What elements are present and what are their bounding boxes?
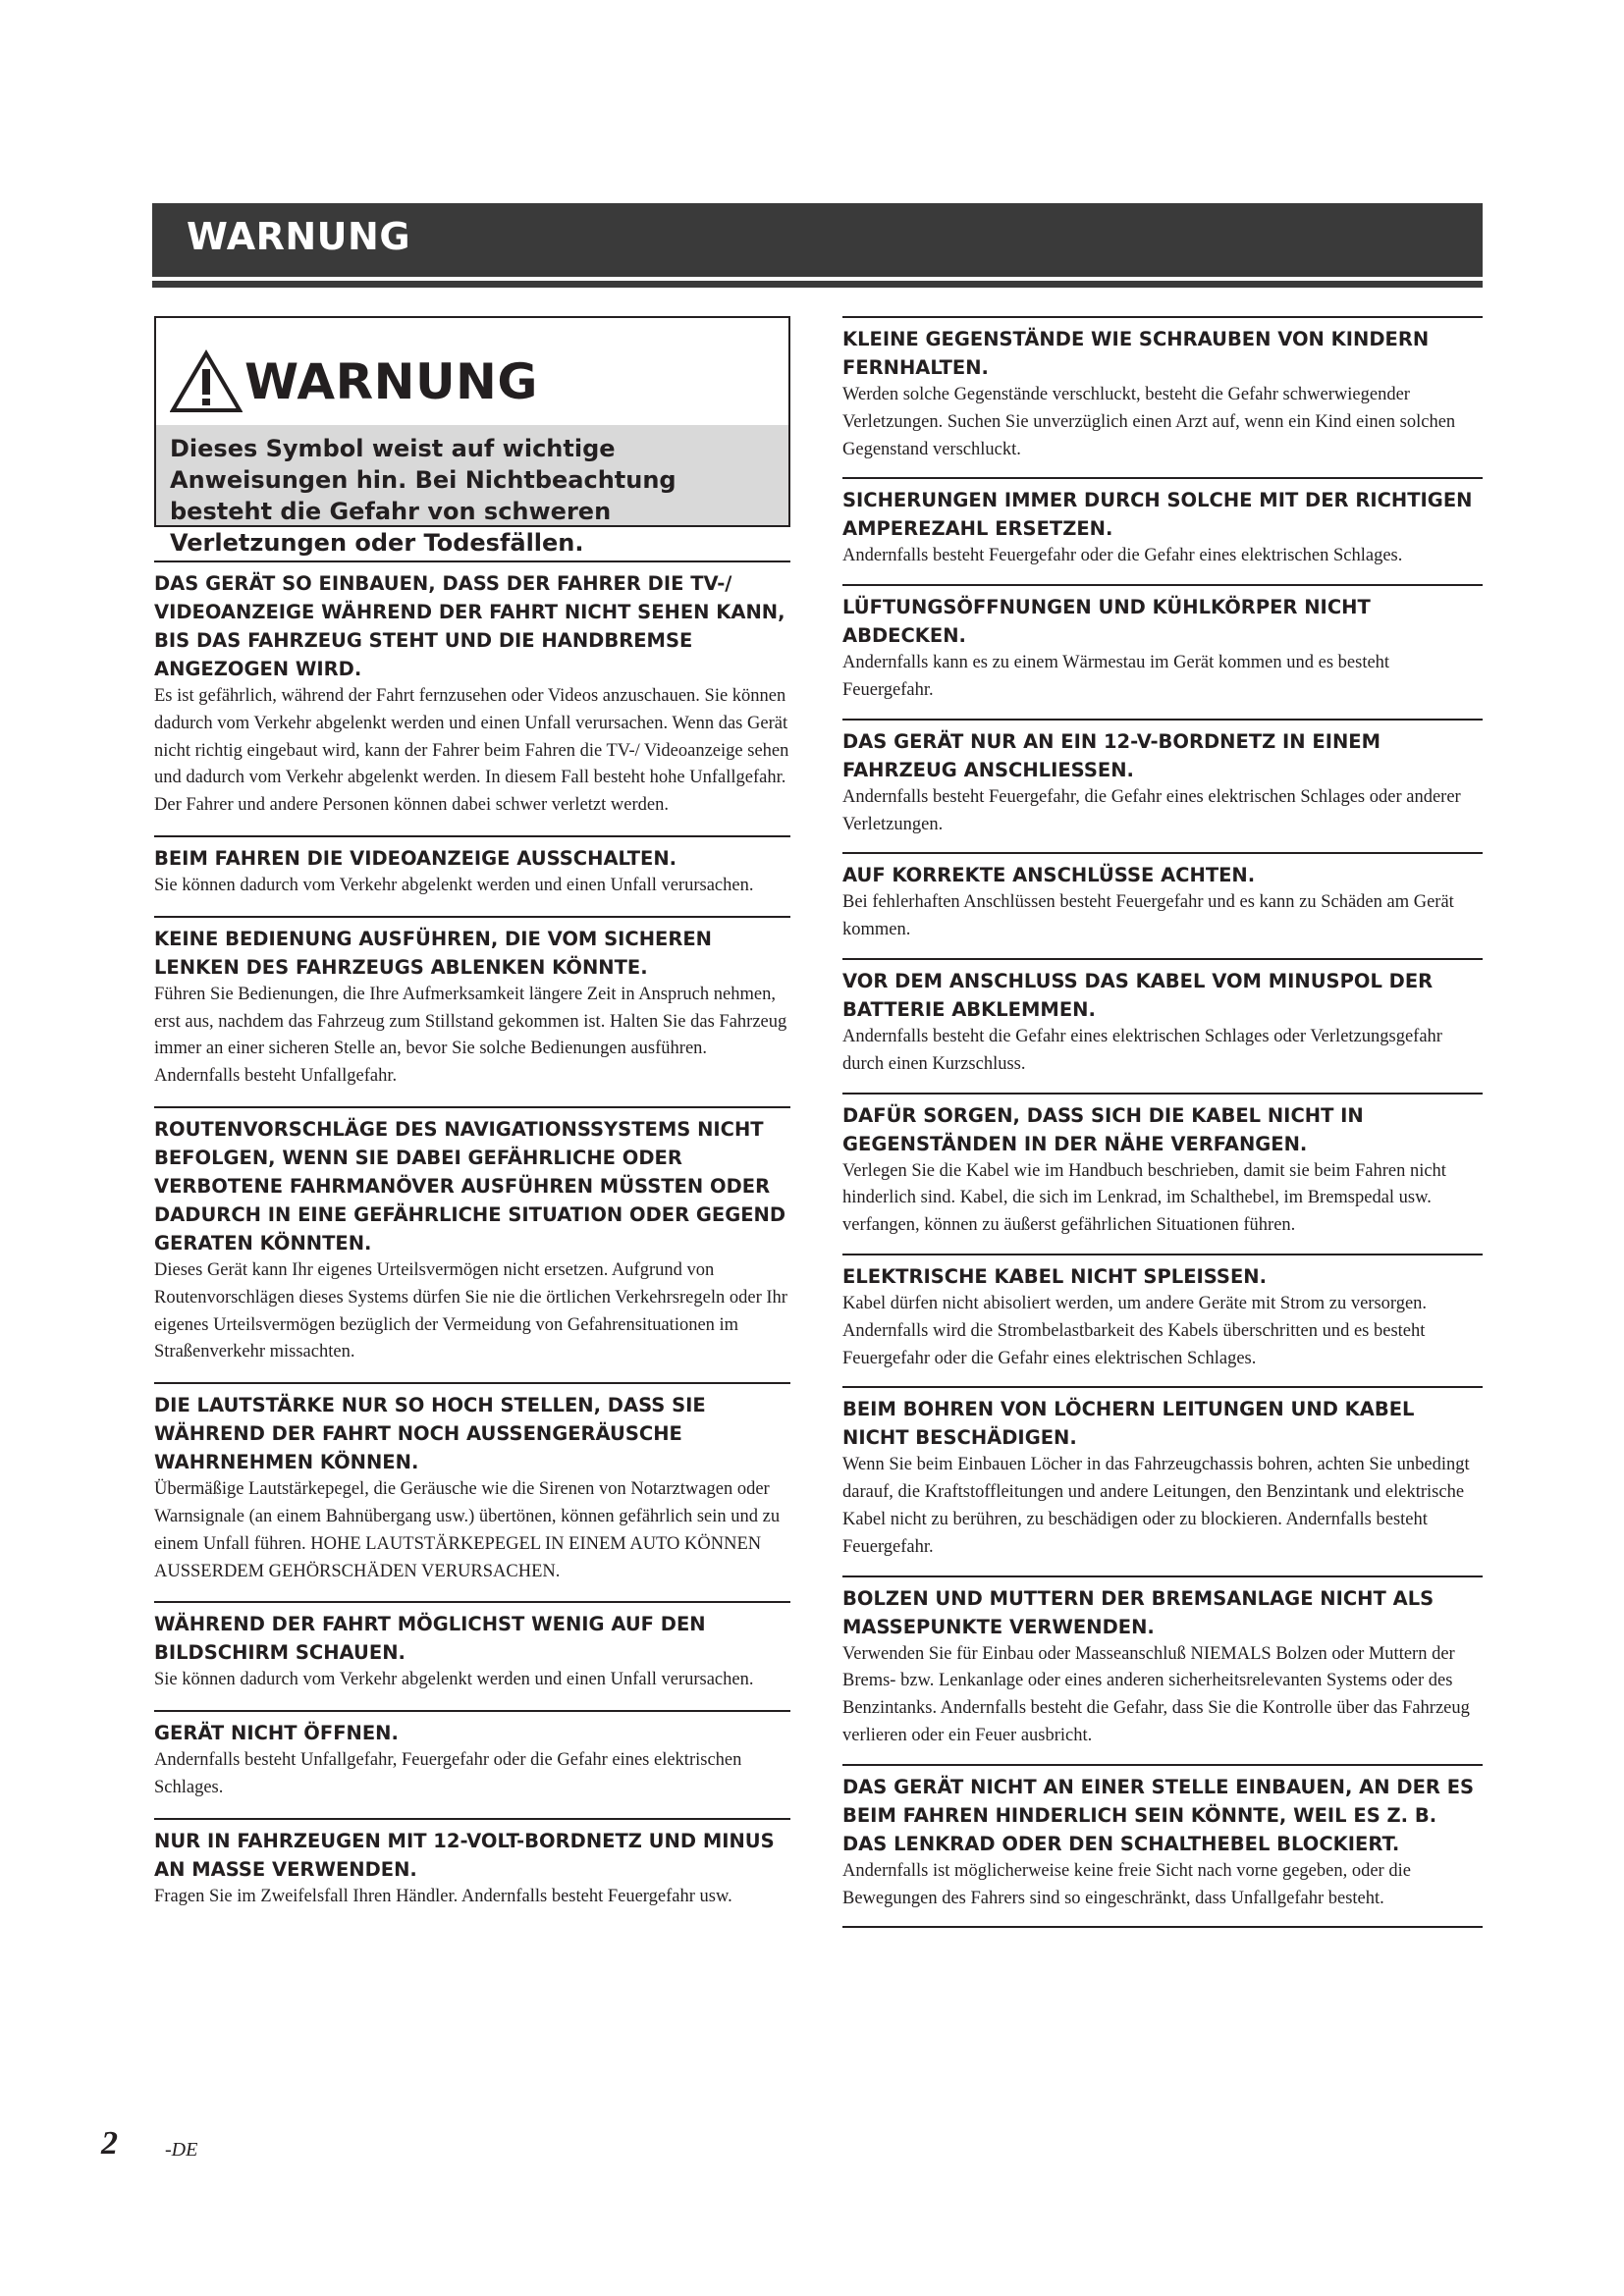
section-heading: NUR IN FAHRZEUGEN MIT 12-VOLT-BORDNETZ UND MINUS AN MASSE VERWENDEN. bbox=[154, 1829, 775, 1881]
column-end-rule bbox=[842, 1926, 1483, 1928]
section-heading: DAS GERÄT SO EINBAUEN, DASS DER FAHRER DIE TV-/ VIDEOANZEIGE WÄHREND DER FAHRT NICHT SEHEN KANN, BIS DAS FAHRZEUG STEHT UND DIE HANDBREMSE ANGEZOGEN WIRD. bbox=[154, 572, 785, 680]
section-body: Führen Sie Bedienungen, die Ihre Aufmerksamkeit längere Zeit in Anspruch nehmen, erst aus, nachdem das Fahrzeug zum Stillstand gekommen ist. Halten Sie das Fahrzeug immer an einer sicheren Stelle an, bevor Sie solche Bedienungen ausführen. Andernfalls besteht Unfallgefahr. bbox=[154, 984, 787, 1087]
section-heading: DAFÜR SORGEN, DASS SICH DIE KABEL NICHT IN GEGENSTÄNDEN IN DER NÄHE VERFANGEN. bbox=[842, 1103, 1364, 1155]
warning-section bbox=[842, 1386, 1483, 1561]
warning-section bbox=[842, 958, 1483, 1079]
section-body: Werden solche Gegenstände verschluckt, besteht die Gefahr schwerwiegender Verletzungen. Suchen Sie unverzüglich einen Arzt auf, wenn ein Kind einen solchen Gegenstand verschluckt. bbox=[842, 385, 1456, 459]
section-body: Andernfalls besteht Feuergefahr oder die Gefahr eines elektrischen Schlages. bbox=[842, 546, 1403, 566]
section-body: Verwenden Sie für Einbau oder Masseanschluß NIEMALS Bolzen oder Muttern der Brems- bzw. Lenkanlage oder eines anderen sicherheitsrelevanten Systems oder des Benzintanks. Andernfalls besteht die Gefahr, dass Sie die Kontrolle über das Fahrzeug verlieren oder ein Feuer ausbricht. bbox=[842, 1643, 1470, 1745]
page-language-suffix: -DE bbox=[165, 2139, 198, 2161]
section-heading: GERÄT NICHT ÖFFNEN. bbox=[154, 1722, 399, 1745]
page-number: 2 bbox=[101, 2125, 118, 2162]
warning-section bbox=[154, 916, 790, 1091]
section-heading: BEIM BOHREN VON LÖCHERN LEITUNGEN UND KABEL NICHT BESCHÄDIGEN. bbox=[842, 1398, 1415, 1450]
section-heading: BOLZEN UND MUTTERN DER BREMSANLAGE NICHT ALS MASSEPUNKTE VERWENDEN. bbox=[842, 1586, 1435, 1638]
warning-section bbox=[842, 719, 1483, 839]
header-bar bbox=[152, 203, 1483, 277]
warning-section bbox=[842, 477, 1483, 570]
section-body: Es ist gefährlich, während der Fahrt fernzusehen oder Videos anzuschauen. Sie können dadurch vom Verkehr abgelenkt werden und einen Unfall verursachen. Wenn das Gerät nicht richtig eingebaut wird, kann der Fahrer beim Fahren die TV-/ Videoanzeige sehen und dadurch vom Verkehr abgelenkt werden. In diesem Fall besteht hohe Unfallgefahr. Der Fahrer und andere Personen können dabei schwer verletzt werden. bbox=[154, 686, 789, 816]
header-rule bbox=[152, 281, 1483, 288]
right-column bbox=[842, 316, 1483, 1928]
section-body: Sie können dadurch vom Verkehr abgelenkt werden und einen Unfall verursachen. bbox=[154, 875, 754, 895]
warning-box-title: WARNUNG bbox=[244, 353, 538, 410]
warning-section bbox=[842, 1575, 1483, 1750]
warning-section bbox=[842, 1764, 1483, 1913]
section-body: Andernfalls ist möglicherweise keine freie Sicht nach vorne gegeben, oder die Bewegungen des Fahrers sind so eingeschränkt, dass Unfallgefahr besteht. bbox=[842, 1860, 1411, 1908]
section-heading: DAS GERÄT NUR AN EIN 12-V-BORDNETZ IN EINEM FAHRZEUG ANSCHLIESSEN. bbox=[842, 729, 1381, 781]
warning-box-head bbox=[170, 347, 538, 416]
section-heading: KLEINE GEGENSTÄNDE WIE SCHRAUBEN VON KINDERN FERNHALTEN. bbox=[842, 328, 1430, 379]
section-heading: DIE LAUTSTÄRKE NUR SO HOCH STELLEN, DASS SIE WÄHREND DER FAHRT NOCH AUSSENGERÄUSCHE WAHRNEHMEN KÖNNEN. bbox=[154, 1394, 706, 1474]
section-heading: AUF KORREKTE ANSCHLÜSSE ACHTEN. bbox=[842, 864, 1256, 887]
section-heading: VOR DEM ANSCHLUSS DAS KABEL VOM MINUSPOL DER BATTERIE ABKLEMMEN. bbox=[842, 969, 1434, 1021]
section-heading: LÜFTUNGSÖFFNUNGEN UND KÜHLKÖRPER NICHT ABDECKEN. bbox=[842, 596, 1371, 648]
left-column bbox=[154, 316, 790, 1927]
page-title: WARNUNG bbox=[187, 215, 411, 258]
warning-section bbox=[154, 1382, 790, 1585]
section-body: Fragen Sie im Zweifelsfall Ihren Händler. Andernfalls besteht Feuergefahr usw. bbox=[154, 1886, 732, 1906]
section-body: Wenn Sie beim Einbauen Löcher in das Fahrzeugchassis bohren, achten Sie unbedingt darauf, die Kraftstoffleitungen und andere Leitungen, den Benzintank und elektrische Kabel nicht zu berühren, zu beschädigen oder zu blockieren. Andernfalls besteht Feuergefahr. bbox=[842, 1455, 1470, 1557]
warning-section bbox=[154, 1601, 790, 1694]
section-body: Andernfalls besteht die Gefahr eines elektrischen Schlages oder Verletzungsgefahr durch einen Kurzschluss. bbox=[842, 1026, 1442, 1074]
section-body: Verlegen Sie die Kabel wie im Handbuch beschrieben, damit sie beim Fahren nicht hinderlich sind. Kabel, die sich im Lenkrad, im Schalthebel, im Bremspedal usw. verfangen, können zu äußerst gefährlichen Situationen führen. bbox=[842, 1160, 1446, 1236]
section-heading: ROUTENVORSCHLÄGE DES NAVIGATIONSSYSTEMS NICHT BEFOLGEN, WENN SIE DABEI GEFÄHRLICHE ODER VERBOTENE FAHRMANÖVER AUSFÜHREN MÜSSTEN ODER DADURCH IN EINE GEFÄHRLICHE SITUATION ODER GEGEND GERATEN KÖNNTEN. bbox=[154, 1117, 786, 1255]
warning-section bbox=[154, 835, 790, 900]
section-body: Andernfalls besteht Unfallgefahr, Feuergefahr oder die Gefahr eines elektrischen Schlages. bbox=[154, 1750, 742, 1797]
warning-section bbox=[842, 584, 1483, 705]
section-heading: DAS GERÄT NICHT AN EINER STELLE EINBAUEN, AN DER ES BEIM FAHREN HINDERLICH SEIN KÖNNTE, WEIL ES Z. B. DAS LENKRAD ODER DEN SCHALTHEBEL BLOCKIERT. bbox=[842, 1775, 1475, 1855]
section-body: Sie können dadurch vom Verkehr abgelenkt werden und einen Unfall verursachen. bbox=[154, 1670, 754, 1690]
section-body: Dieses Gerät kann Ihr eigenes Urteilsvermögen nicht ersetzen. Aufgrund von Routenvorschlägen dieses Systems dürfen Sie nie die örtlichen Verkehrsregeln oder Ihr eigenes Urteilsvermögen bezüglich der Vermeidung von Gefahrensituationen im Straßenverkehr missachten. bbox=[154, 1259, 787, 1362]
section-body: Andernfalls besteht Feuergefahr, die Gefahr eines elektrischen Schlages oder anderer Verletzungen. bbox=[842, 786, 1461, 834]
warning-section bbox=[842, 852, 1483, 944]
warning-section bbox=[154, 1106, 790, 1366]
warning-section bbox=[842, 1093, 1483, 1240]
warning-section bbox=[154, 561, 790, 820]
section-heading: KEINE BEDIENUNG AUSFÜHREN, DIE VOM SICHEREN LENKEN DES FAHRZEUGS ABLENKEN KÖNNTE. bbox=[154, 927, 713, 979]
warning-section bbox=[842, 1254, 1483, 1372]
warning-triangle-icon bbox=[170, 349, 243, 414]
warning-section bbox=[842, 316, 1483, 463]
section-body: Andernfalls kann es zu einem Wärmestau im Gerät kommen und es besteht Feuergefahr. bbox=[842, 653, 1390, 700]
section-body: Übermäßige Lautstärkepegel, die Geräusche wie die Sirenen von Notarztwagen oder Warnsignale (an einem Bahnübergang usw.) übertönen, können gefährlich sein und zu einem Unfall führen. HOHE LAUTSTÄRKEPEGEL IN EINEM AUTO KÖNNEN AUSSERDEM GEHÖRSCHÄDEN VERURSACHEN. bbox=[154, 1479, 781, 1581]
warning-box bbox=[154, 316, 790, 557]
section-body: Bei fehlerhaften Anschlüssen besteht Feuergefahr und es kann zu Schäden am Gerät kommen. bbox=[842, 892, 1454, 940]
section-body: Kabel dürfen nicht abisoliert werden, um andere Geräte mit Strom zu versorgen. Andernfalls wird die Strombelastbarkeit des Kabels überschritten und es besteht Feuergefahr oder die Gefahr eines elektrischen Schlages. bbox=[842, 1293, 1428, 1368]
warning-box-text: Dieses Symbol weist auf wichtige Anweisungen hin. Bei Nichtbeachtung besteht die Gefahr von schweren Verletzungen oder Todesfällen. bbox=[156, 425, 788, 525]
section-heading: BEIM FAHREN DIE VIDEOANZEIGE AUSSCHALTEN. bbox=[154, 846, 677, 870]
warning-section bbox=[154, 1818, 790, 1911]
section-heading: SICHERUNGEN IMMER DURCH SOLCHE MIT DER RICHTIGEN AMPEREZAHL ERSETZEN. bbox=[842, 489, 1473, 541]
section-heading: ELEKTRISCHE KABEL NICHT SPLEISSEN. bbox=[842, 1264, 1268, 1288]
section-heading: WÄHREND DER FAHRT MÖGLICHST WENIG AUF DEN BILDSCHIRM SCHAUEN. bbox=[154, 1613, 706, 1665]
warning-section bbox=[154, 1710, 790, 1802]
